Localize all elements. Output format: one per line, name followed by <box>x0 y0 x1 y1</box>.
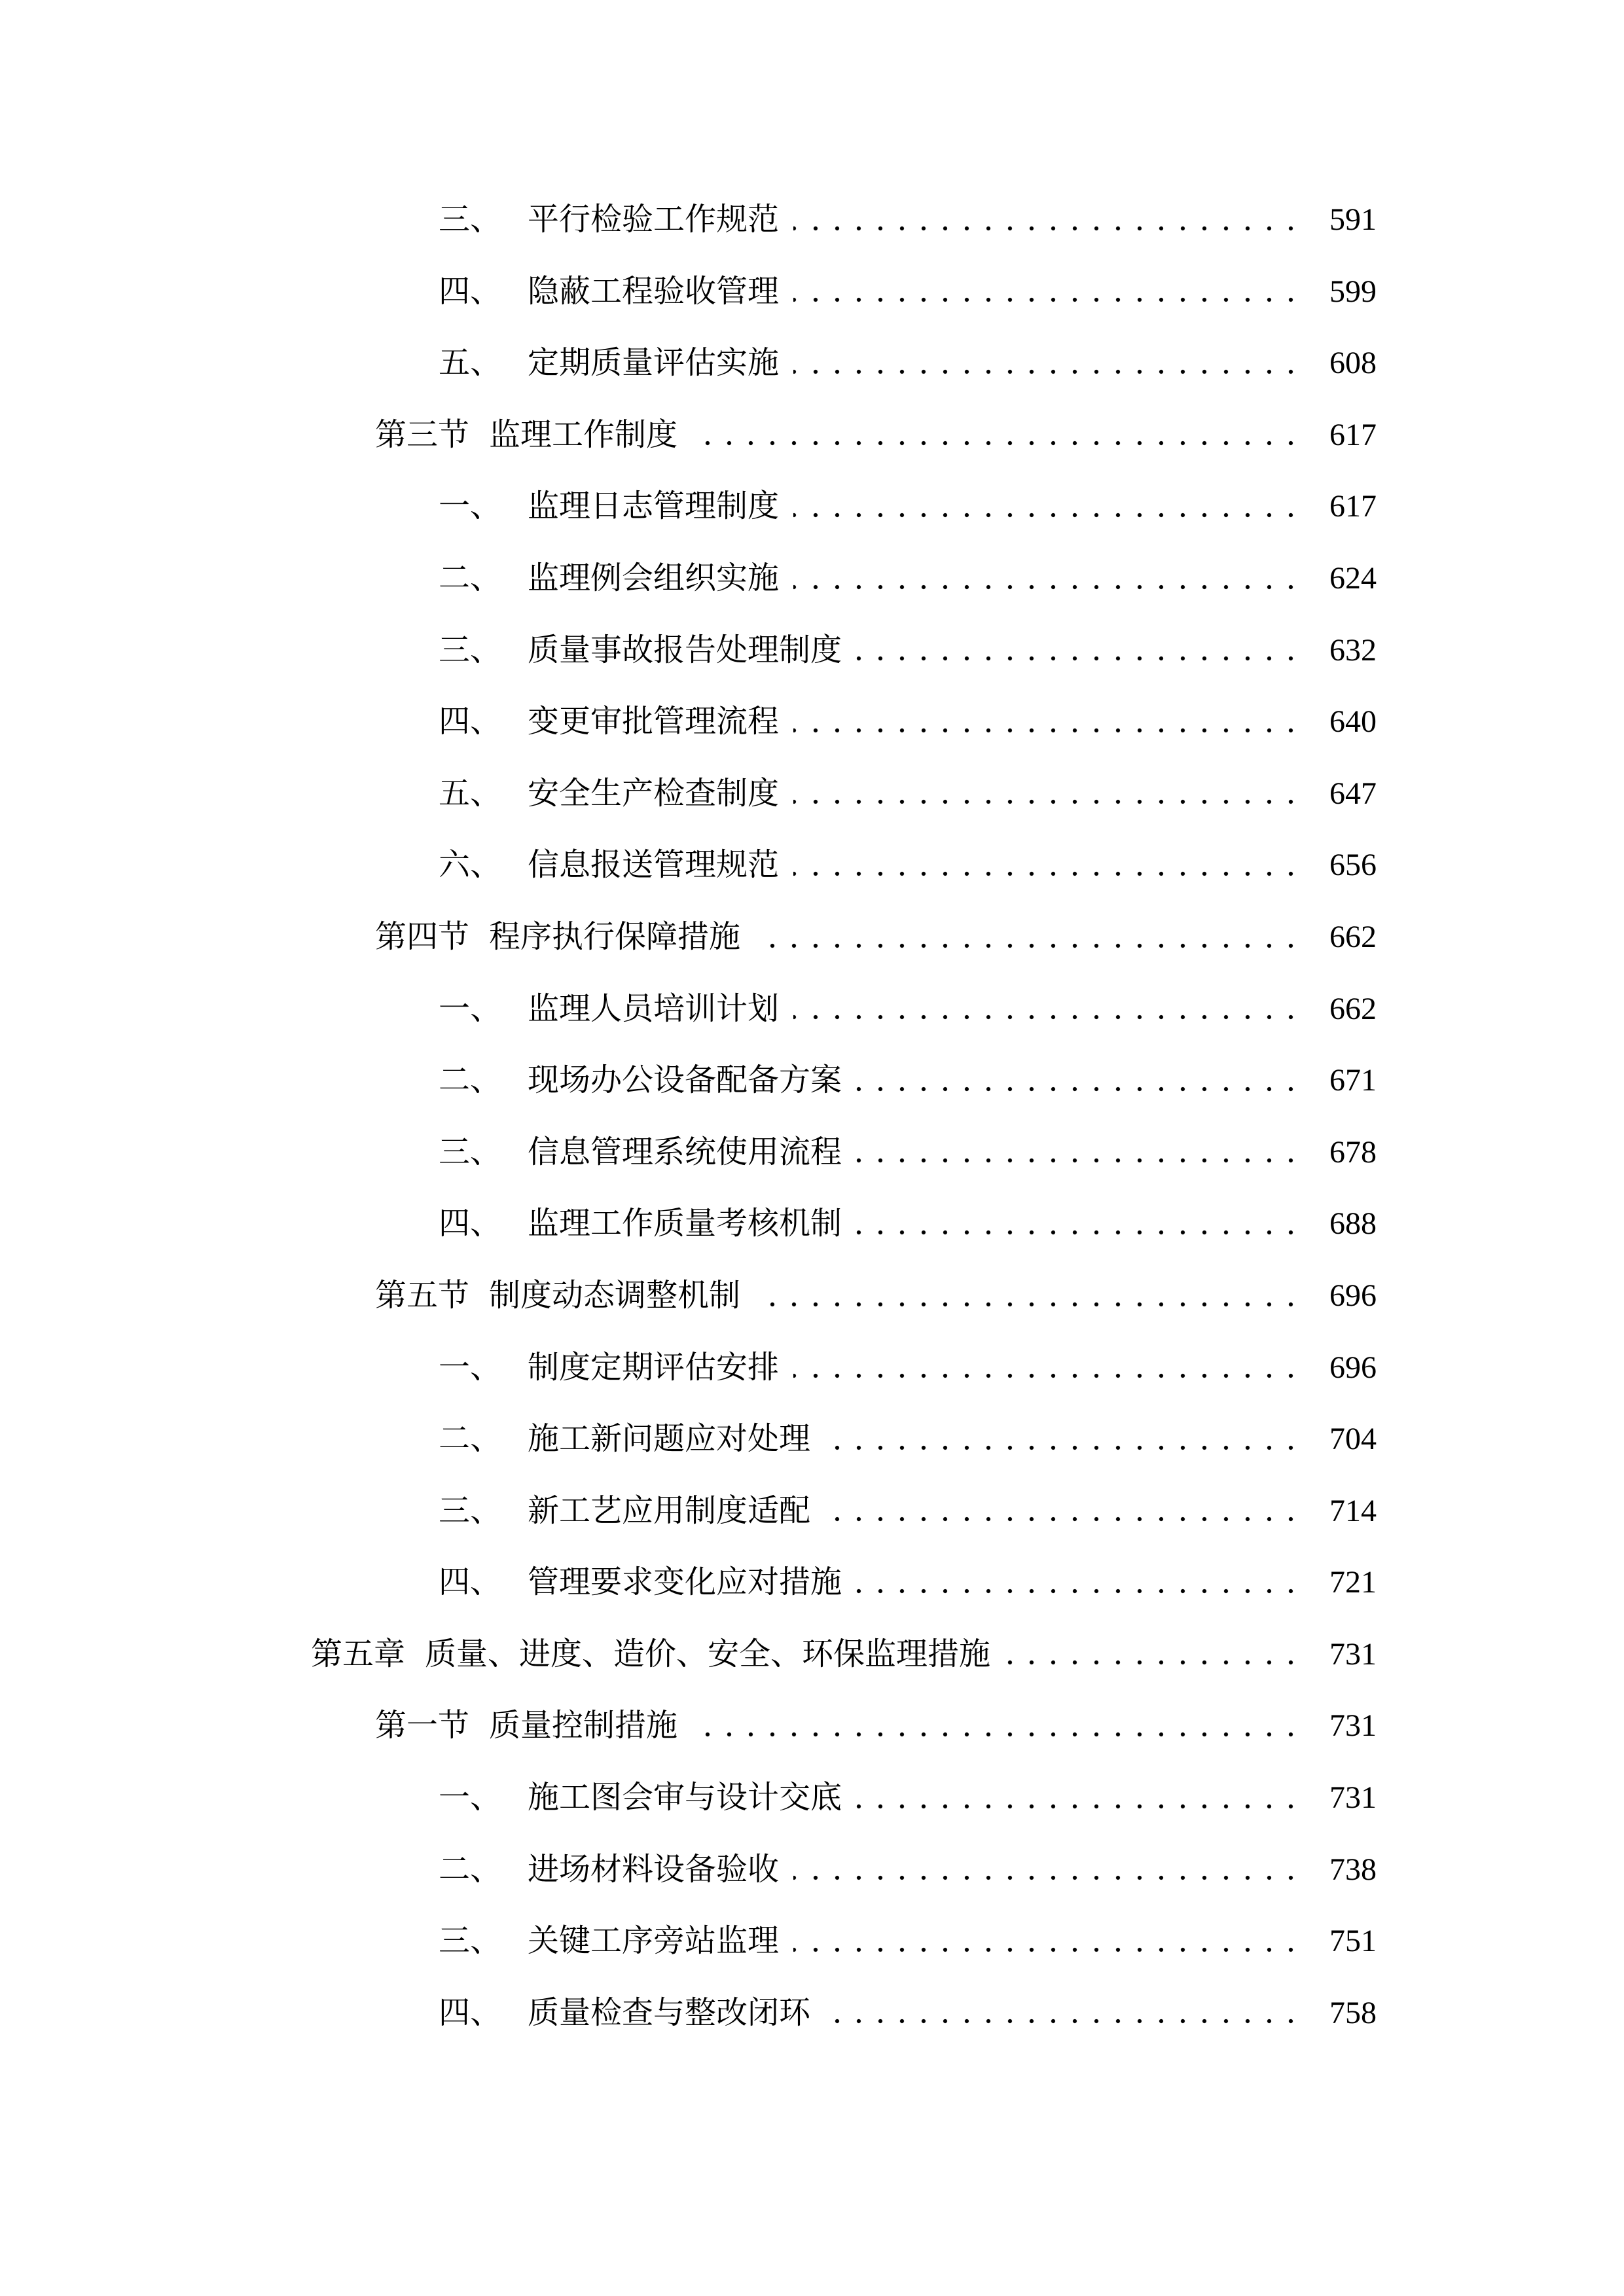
dot-leader <box>793 226 1310 231</box>
toc-entry-page: 617 <box>1329 417 1377 452</box>
toc-entry-number: 四、 <box>439 274 502 309</box>
toc-entry[interactable] <box>0 686 1377 758</box>
dot-leader <box>755 943 1310 948</box>
toc-entry-number: 六、 <box>439 848 502 883</box>
toc-entry[interactable] <box>0 1547 1377 1619</box>
toc-entry-page: 640 <box>1329 704 1377 740</box>
toc-entry[interactable] <box>0 471 1377 543</box>
toc-entry-title: 质量检查与整改闭环 <box>528 1995 811 2030</box>
toc-entry-title: 监理工作质量考核机制 <box>528 1206 842 1242</box>
toc-entry[interactable] <box>0 615 1377 687</box>
toc-list <box>0 184 1377 2049</box>
dot-leader <box>793 512 1310 518</box>
toc-entry-number: 三、 <box>439 1134 502 1170</box>
dot-leader <box>755 1302 1310 1307</box>
toc-entry[interactable] <box>0 327 1377 399</box>
toc-entry-title: 制度动态调整机制 <box>489 1278 741 1313</box>
toc-entry-title: 施工新问题应对处理 <box>528 1422 811 1457</box>
dot-leader <box>793 871 1310 876</box>
toc-entry-number: 四、 <box>439 1565 502 1600</box>
dot-leader <box>793 297 1310 302</box>
toc-entry-page: 751 <box>1329 1924 1377 1959</box>
toc-entry-title: 监理人员培训计划 <box>528 991 780 1026</box>
toc-entry-title: 关键工序旁站监理 <box>528 1924 780 1959</box>
dot-leader <box>692 1732 1310 1737</box>
toc-entry-number: 五、 <box>439 346 502 381</box>
toc-entry[interactable] <box>0 1977 1377 2049</box>
toc-entry-page: 671 <box>1329 1063 1377 1098</box>
toc-entry-number: 第四节 <box>375 919 470 954</box>
toc-entry-number: 二、 <box>439 1852 502 1887</box>
dot-leader <box>825 1516 1310 1522</box>
toc-entry-number: 第三节 <box>375 417 470 452</box>
dot-leader <box>1005 1660 1310 1665</box>
toc-entry[interactable] <box>0 1188 1377 1260</box>
dot-leader <box>793 1875 1310 1880</box>
toc-entry-number: 一、 <box>439 1780 502 1816</box>
toc-entry-page: 608 <box>1329 346 1377 381</box>
toc-entry-page: 662 <box>1329 919 1377 954</box>
toc-entry-number: 一、 <box>439 1350 502 1385</box>
toc-entry-page: 591 <box>1329 202 1377 237</box>
toc-entry-title: 质量、进度、造价、安全、环保监理措施 <box>425 1636 991 1672</box>
toc-entry[interactable] <box>0 1475 1377 1547</box>
dot-leader <box>793 1373 1310 1378</box>
toc-entry-page: 731 <box>1329 1636 1377 1672</box>
toc-entry-number: 三、 <box>439 202 502 237</box>
toc-entry-title: 制度定期评估安排 <box>528 1350 780 1385</box>
toc-entry-number: 四、 <box>439 1995 502 2030</box>
toc-entry-title: 平行检验工作规范 <box>528 202 780 237</box>
dot-leader <box>793 1947 1310 1952</box>
toc-entry-number: 五、 <box>439 776 502 811</box>
toc-entry-number: 二、 <box>439 1422 502 1457</box>
toc-entry-page: 714 <box>1329 1493 1377 1528</box>
toc-entry-page: 721 <box>1329 1565 1377 1600</box>
toc-entry-page: 617 <box>1329 489 1377 524</box>
toc-entry-page: 731 <box>1329 1708 1377 1744</box>
toc-entry-title: 信息报送管理规范 <box>528 848 780 883</box>
toc-entry-page: 688 <box>1329 1206 1377 1242</box>
toc-entry-title: 程序执行保障措施 <box>489 919 741 954</box>
toc-entry-page: 599 <box>1329 274 1377 309</box>
toc-entry[interactable] <box>0 1690 1377 1762</box>
toc-entry-number: 四、 <box>439 704 502 740</box>
toc-entry[interactable] <box>0 256 1377 328</box>
toc-entry-number: 第五章 <box>311 1636 406 1672</box>
toc-entry-number: 二、 <box>439 1063 502 1098</box>
toc-entry-page: 731 <box>1329 1780 1377 1816</box>
toc-entry-number: 三、 <box>439 1493 502 1528</box>
toc-entry-title: 质量事故报告处理制度 <box>528 632 842 668</box>
toc-entry[interactable] <box>0 1045 1377 1117</box>
toc-entry-title: 安全生产检查制度 <box>528 776 780 811</box>
dot-leader <box>692 440 1310 446</box>
toc-entry[interactable] <box>0 1834 1377 1906</box>
dot-leader <box>856 1230 1310 1235</box>
toc-entry-page: 704 <box>1329 1422 1377 1457</box>
toc-entry[interactable] <box>0 1403 1377 1475</box>
dot-leader <box>793 728 1310 733</box>
toc-entry[interactable] <box>0 1332 1377 1404</box>
toc-entry-page: 696 <box>1329 1278 1377 1313</box>
toc-entry[interactable] <box>0 184 1377 256</box>
dot-leader <box>856 1158 1310 1163</box>
toc-entry-title: 变更审批管理流程 <box>528 704 780 740</box>
toc-entry-number: 一、 <box>439 991 502 1026</box>
toc-entry[interactable] <box>0 1260 1377 1332</box>
toc-entry-title: 施工图会审与设计交底 <box>528 1780 842 1816</box>
toc-entry[interactable] <box>0 1762 1377 1834</box>
toc-entry-number: 二、 <box>439 560 502 596</box>
toc-entry-page: 624 <box>1329 560 1377 596</box>
toc-entry-page: 696 <box>1329 1350 1377 1385</box>
toc-entry-page: 758 <box>1329 1995 1377 2030</box>
toc-entry-title: 质量控制措施 <box>489 1708 678 1744</box>
toc-entry-title: 隐蔽工程验收管理 <box>528 274 780 309</box>
dot-leader <box>856 1588 1310 1594</box>
toc-entry-title: 新工艺应用制度适配 <box>528 1493 811 1528</box>
toc-entry[interactable] <box>0 1619 1377 1691</box>
toc-entry-number: 第一节 <box>375 1708 470 1744</box>
toc-entry-title: 监理工作制度 <box>489 417 678 452</box>
toc-entry-title: 管理要求变化应对措施 <box>528 1565 842 1600</box>
toc-entry-page: 678 <box>1329 1134 1377 1170</box>
toc-entry[interactable] <box>0 1117 1377 1189</box>
toc-entry-number: 第五节 <box>375 1278 470 1313</box>
dot-leader <box>793 1014 1310 1020</box>
toc-entry-title: 监理日志管理制度 <box>528 489 780 524</box>
toc-entry[interactable] <box>0 829 1377 901</box>
toc-entry-page: 632 <box>1329 632 1377 668</box>
dot-leader <box>793 369 1310 374</box>
dot-leader <box>825 1445 1310 1450</box>
toc-entry-title: 现场办公设备配备方案 <box>528 1063 842 1098</box>
toc-entry-number: 三、 <box>439 632 502 668</box>
toc-entry-page: 738 <box>1329 1852 1377 1887</box>
dot-leader <box>825 2018 1310 2024</box>
toc-entry-title: 进场材料设备验收 <box>528 1852 780 1887</box>
toc-entry-title: 信息管理系统使用流程 <box>528 1134 842 1170</box>
toc-entry-number: 四、 <box>439 1206 502 1242</box>
toc-entry[interactable] <box>0 543 1377 615</box>
toc-entry[interactable] <box>0 901 1377 973</box>
dot-leader <box>856 1804 1310 1809</box>
dot-leader <box>793 799 1310 804</box>
toc-entry-number: 三、 <box>439 1924 502 1959</box>
toc-entry-title: 定期质量评估实施 <box>528 346 780 381</box>
toc-entry-page: 662 <box>1329 991 1377 1026</box>
toc-entry[interactable] <box>0 758 1377 830</box>
toc-entry[interactable] <box>0 973 1377 1045</box>
toc-entry-page: 656 <box>1329 848 1377 883</box>
toc-entry-title: 监理例会组织实施 <box>528 560 780 596</box>
toc-entry-page: 647 <box>1329 776 1377 811</box>
toc-entry[interactable] <box>0 1905 1377 1977</box>
dot-leader <box>856 1086 1310 1092</box>
toc-entry-number: 一、 <box>439 489 502 524</box>
dot-leader <box>856 656 1310 661</box>
dot-leader <box>793 584 1310 590</box>
toc-entry[interactable] <box>0 399 1377 471</box>
